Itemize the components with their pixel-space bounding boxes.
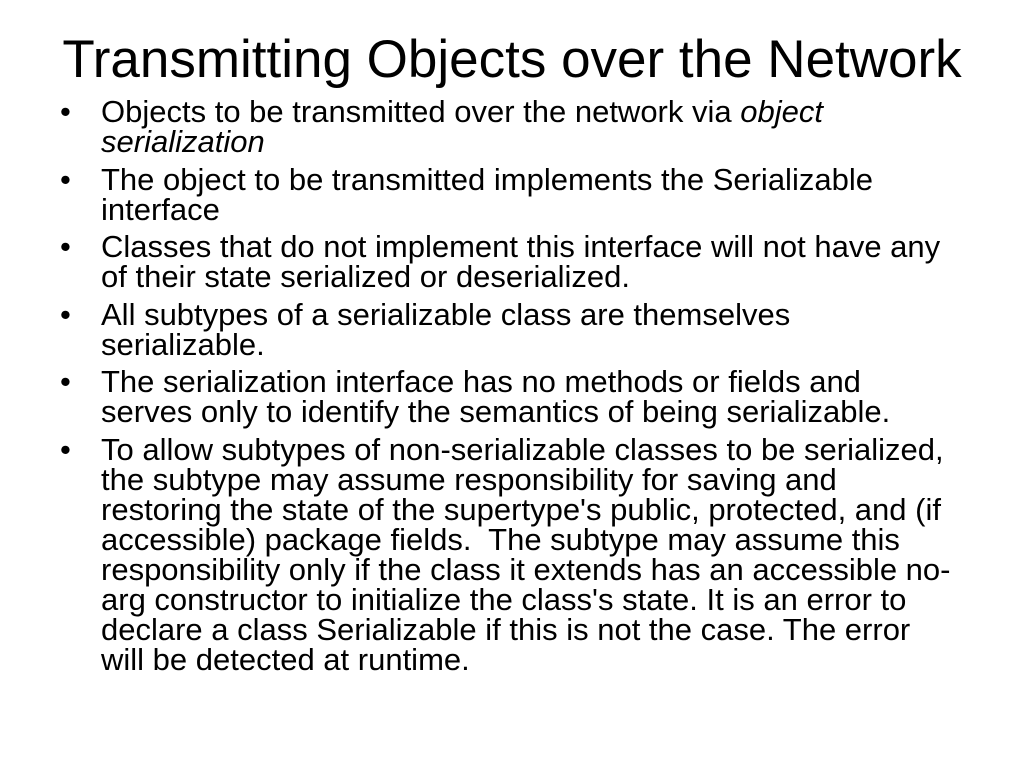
bullet-line: The serialization interface has no methods or fields and (101, 364, 861, 399)
bullet-list (0, 94, 1024, 677)
bullet-item (0, 431, 1024, 677)
bullet-line: interface (101, 191, 220, 227)
bullet-line: All subtypes of a serializable class are themselves (101, 296, 791, 332)
slide-title: Transmitting Objects over the Network (62, 30, 962, 89)
bullet-line: arg constructor to initialize the class's state. It is an error to (101, 581, 907, 617)
bullet-marker: • (60, 229, 71, 264)
bullet-marker: • (60, 296, 71, 332)
bullet-line: To allow subtypes of non-serializable classes to be serialized, (101, 431, 944, 467)
bullet-line: will be detected at runtime. (101, 641, 470, 677)
bullet-text: Objects to be transmitted over the network via (101, 94, 741, 129)
bullet-line: The object to be transmitted implements the Serializable (101, 161, 873, 197)
bullet-marker: • (60, 94, 71, 129)
bullet-item (0, 229, 1024, 294)
bullet-marker: • (60, 431, 71, 467)
bullet-line (101, 124, 1024, 159)
bullet-line: declare a class Serializable if this is not the case. The error (101, 611, 911, 647)
bullet-line: responsibility only if the class it extends has an accessible no- (101, 551, 951, 587)
bullet-marker: • (60, 364, 71, 399)
bullet-item (0, 161, 1024, 227)
bullet-item (0, 364, 1024, 429)
bullet-emphasis: object (740, 94, 823, 129)
bullet-emphasis: serialization (101, 124, 265, 159)
bullet-line: of their state serialized or deserialized. (101, 259, 630, 294)
bullet-line: the subtype may assume responsibility for saving and (101, 461, 837, 497)
bullet-line: accessible) package fields. The subtype may assume this (101, 521, 900, 557)
bullet-line: Classes that do not implement this interface will not have any (101, 229, 941, 264)
bullet-line: serializable. (101, 326, 265, 362)
bullet-item (0, 94, 1024, 159)
bullet-line: restoring the state of the supertype's public, protected, and (if (101, 491, 941, 527)
bullet-line (101, 94, 1024, 129)
bullet-marker: • (60, 161, 71, 197)
bullet-line: serves only to identify the semantics of being serializable. (101, 394, 891, 429)
bullet-item (0, 296, 1024, 362)
